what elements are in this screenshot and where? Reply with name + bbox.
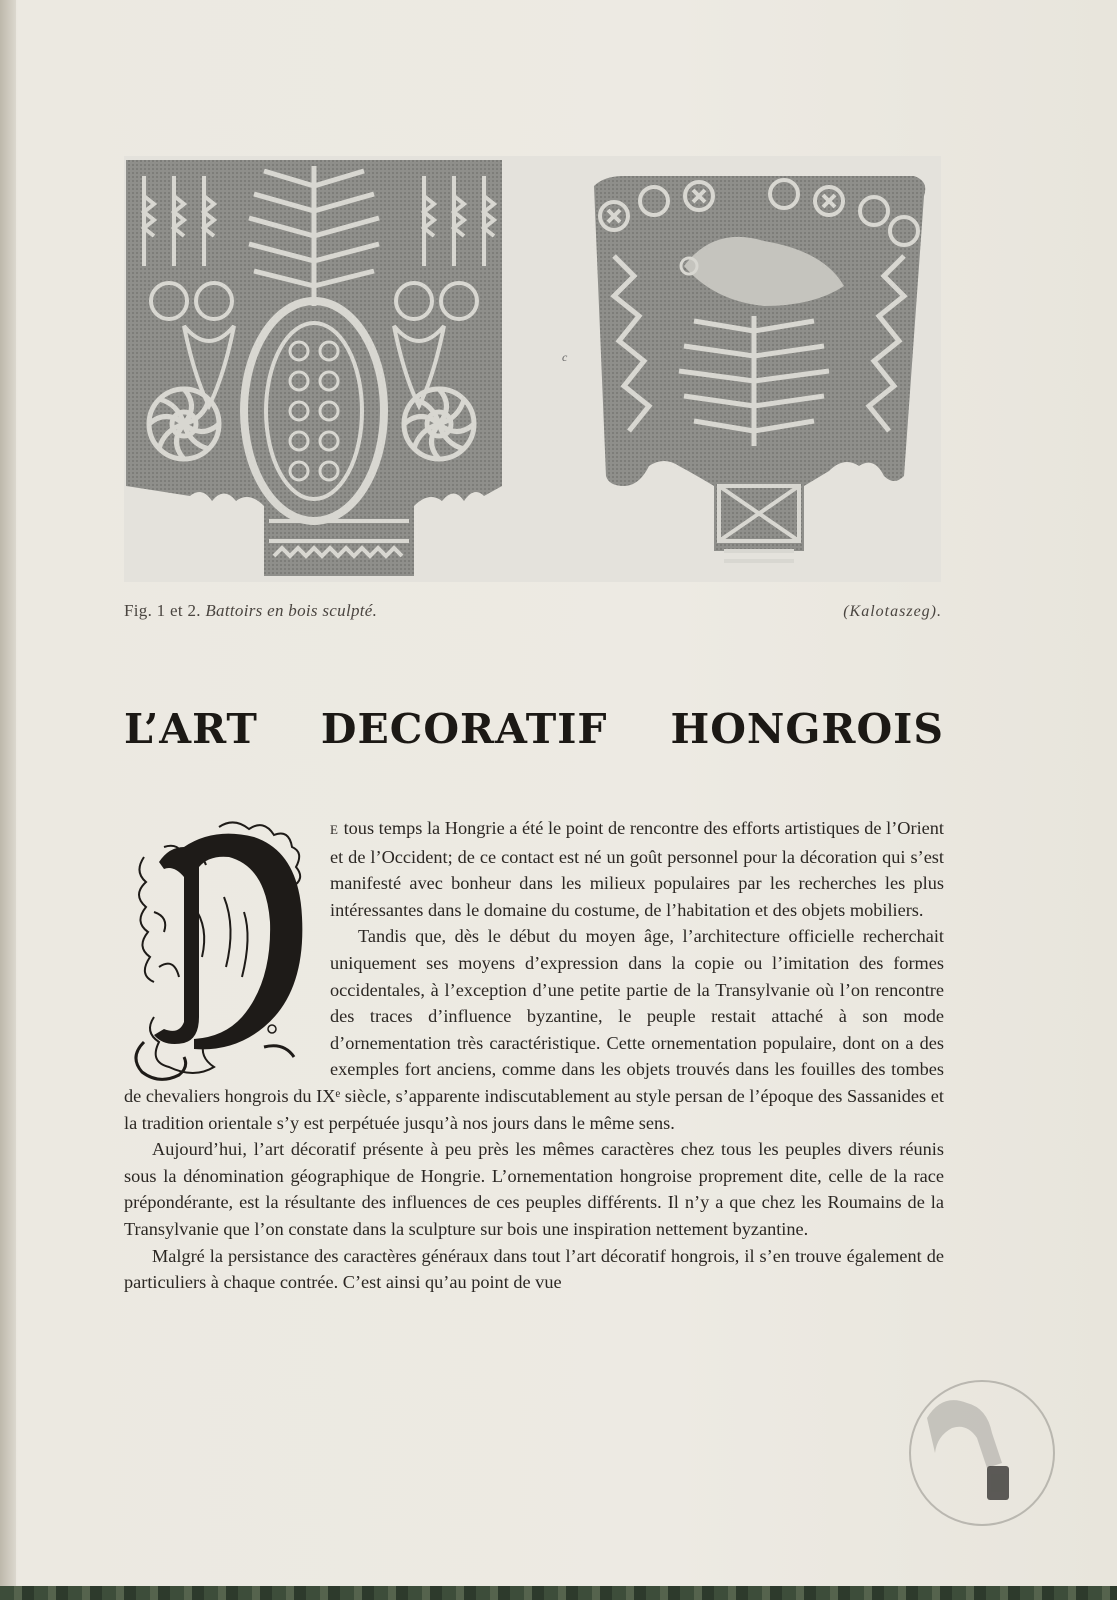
figure-plate <box>124 156 941 582</box>
battoir-left-illustration <box>126 160 502 576</box>
title-word: DECORATIF <box>320 705 608 753</box>
library-stamp <box>907 1378 1057 1528</box>
battoir-right-illustration <box>594 176 925 561</box>
caption-place: (Kalotaszeg). <box>843 603 942 620</box>
paragraph: Malgré la persistance des caractères généraux dans tout l’art décoratif hongrois, il s’en trouve également de particuliers à chaque contrée. C’est ainsi qu’au point de vue <box>124 1245 944 1293</box>
smallcap-letter: E <box>330 822 339 837</box>
article-title <box>124 705 944 753</box>
figure-caption <box>124 601 377 621</box>
plate-mark: c <box>562 350 568 364</box>
ornamental-dropcap <box>124 817 330 1073</box>
paragraph: Aujourd’hui, l’art décoratif présente à peu près les mêmes caractères chez tous les peuples divers réunis sous la dénomination géographique de Hongrie. L’ornementation hongroise proprement dite, celle de la race prépondérante, est la résultante des influences de ces peuples différents. Il n’y a que chez les Roumains de la Transylvanie que l’on constate dans la sculpture sur bois une inspiration nettement byzantine. <box>124 1139 944 1239</box>
bottom-edge <box>0 1586 1117 1600</box>
dropcap-d-icon <box>124 817 324 1087</box>
title-word: HONGROIS <box>670 705 944 753</box>
paragraph: Tandis que, dès le début du moyen âge, l’architecture officielle recherchait uniquement ses moyens d’expression dans la copie ou l’imitation des formes occidentales, à l’exception d’une petite partie de la Transylvanie où l’on rencontre des traces d’influence byzantine, le peuple restait attaché à son mode d’ornementation très caractéristique. Cette ornementation populaire, dont on a des exemples fort anciens, comme dans les objets trouvés dans les fouilles des tombes de chevaliers hongrois du IXᵉ siècle, s’apparente indiscutablement au style persan de l’époque des Sassanides et la tradition orientale s’y est perpétuée jusqu’à nos jours dans le même sens. <box>124 926 944 1133</box>
caption-title: Battoirs en bois sculpté. <box>205 601 378 620</box>
paragraph-text: tous temps la Hongrie a été le point de rencontre des efforts artistiques de l’Orient et de l’Occident; de ce contact est né un goût personnel pour la décoration qui s’est manifesté avec bonheur dans les milieux populaires par les recherches les plus intéressantes dans le domaine du costume, de l’habitation et des objets mobiliers. <box>330 818 944 920</box>
caption-prefix: Fig. 1 et 2. <box>124 601 201 620</box>
book-gutter <box>0 0 16 1600</box>
hand-stamp-icon <box>907 1378 1057 1528</box>
title-word: L’ART <box>124 705 258 753</box>
article-body <box>124 815 944 1296</box>
